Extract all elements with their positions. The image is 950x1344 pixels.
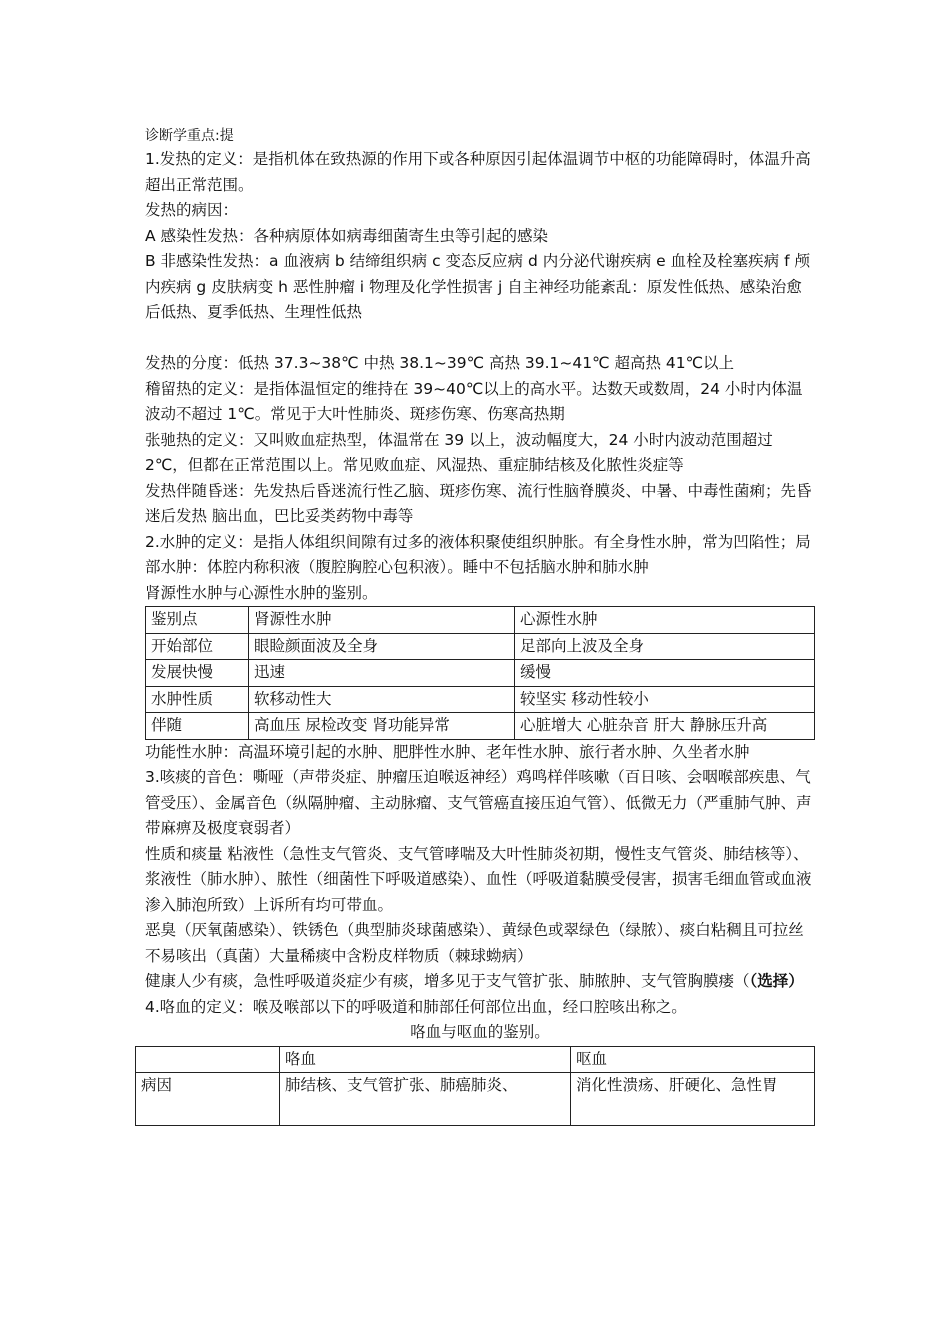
paragraph-hemoptysis-table-caption: 咯血与呕血的鉴别。 xyxy=(410,1023,550,1041)
table-cell: 开始部位 xyxy=(146,633,249,660)
paragraph-edema-table-caption: 肾源性水肿与心源性水肿的鉴别。 xyxy=(145,583,378,602)
table-cell: 发展快慢 xyxy=(146,660,249,687)
table-row xyxy=(146,607,815,634)
table-cell: 鉴别点 xyxy=(146,607,249,634)
table-cell: 肺结核、支气管扩张、肺癌肺炎、 xyxy=(280,1073,571,1126)
paragraph-functional-edema: 功能性水肿：高温环境引起的水肿、肥胖性水肿、老年性水肿、旅行者水肿、久坐者水肿 xyxy=(145,742,750,761)
paragraph-sputum-color: 恶臭（厌氧菌感染）、铁锈色（典型肺炎球菌感染）、黄绿色或翠绿色（绿脓）、痰白粘稠且可拉丝不易咳出（真菌）大量稀痰中含粉皮样物质（棘球蚴病） xyxy=(145,921,804,965)
paragraph-infectious-fever: A 感染性发热：各种病原体如病毒细菌寄生虫等引起的感染 xyxy=(145,226,549,245)
table-row xyxy=(146,660,815,687)
paragraph-sputum-amount xyxy=(145,969,815,995)
edema-comparison-table xyxy=(145,606,815,740)
hemoptysis-comparison-table xyxy=(135,1046,815,1127)
table-row xyxy=(136,1046,815,1073)
table-row xyxy=(146,633,815,660)
paragraph-hemoptysis-definition: 4.咯血的定义：喉及喉部以下的呼吸道和肺部任何部位出血，经口腔咳出称之。 xyxy=(145,997,687,1016)
table-cell: 伴随 xyxy=(146,713,249,740)
table-cell: 缓慢 xyxy=(515,660,815,687)
table-cell: 肾源性水肿 xyxy=(249,607,515,634)
table-cell: 眼睑颜面波及全身 xyxy=(249,633,515,660)
paragraph-remittent-fever: 张驰热的定义：又叫败血症热型，体温常在 39 以上，波动幅度大，24 小时内波动范围超过 2℃，但都在正常范围以上。常见败血症、风湿热、重症肺结核及化脓性炎症等 xyxy=(145,430,773,474)
paragraph-fever-causes-heading: 发热的病因： xyxy=(145,201,239,219)
paragraph-sputum-nature: 性质和痰量 粘液性（急性支气管炎、支气管哮喘及大叶性肺炎初期，慢性支气管炎、肺结核等）、浆液性（肺水肿）、脓性（细菌性下呼吸道感染）、血性（呼吸道黏膜受侵害，损害毛细血管或血液渗入肺泡所致）上诉所有均可带血。 xyxy=(145,844,812,914)
paragraph-cough-sound: 3.咳痰的音色：嘶哑（声带炎症、肿瘤压迫喉返神经）鸡鸣样伴咳嗽（百日咳、会咽喉部疾患、气管受压）、金属音色（纵隔肿瘤、主动脉瘤、支气管癌直接压迫气管）、低微无力（严重肺气肿、声带麻痹及极度衰弱者） xyxy=(145,768,812,837)
paragraph-noninfectious-fever: B 非感染性发热：a 血液病 b 结缔组织病 c 变态反应病 d 内分泌代谢疾病 e 血栓及栓塞疾病 f 颅内疾病 g 皮肤病变 h 恶性肿瘤 i 物理及化学性损害 j 自主神经功能紊乱：原发性低热、感染治愈后低热、夏季低热、生理性低热 xyxy=(145,252,810,321)
paragraph-fever-grades: 发热的分度：低热 37.3~38℃ 中热 38.1~39℃ 高热 39.1~41℃ 超高热 41℃以上 xyxy=(145,354,735,372)
table-row xyxy=(146,686,815,713)
table-cell: 高血压 尿检改变 肾功能异常 xyxy=(249,713,515,740)
table-cell: 迅速 xyxy=(249,660,515,687)
choice-note: （选择） xyxy=(749,972,804,990)
document-body xyxy=(141,125,815,1126)
table-cell: 心源性水肿 xyxy=(515,607,815,634)
blank-line xyxy=(145,326,815,352)
table-cell: 消化性溃疡、肝硬化、急性胃 xyxy=(571,1073,815,1126)
table-cell: 呕血 xyxy=(571,1046,815,1073)
table-cell: 心脏增大 心脏杂音 肝大 静脉压升高 xyxy=(515,713,815,740)
paragraph-fever-with-coma: 发热伴随昏迷：先发热后昏迷流行性乙脑、斑疹伤寒、流行性脑脊膜炎、中暑、中毒性菌痢；先昏迷后发热 脑出血，巴比妥类药物中毒等 xyxy=(145,481,812,525)
table-cell: 较坚实 移动性较小 xyxy=(515,686,815,713)
table-cell: 咯血 xyxy=(280,1046,571,1073)
table-cell: 病因 xyxy=(136,1073,280,1126)
table-cell: 足部向上波及全身 xyxy=(515,633,815,660)
table-cell xyxy=(136,1046,280,1073)
paragraph-continued-fever: 稽留热的定义：是指体温恒定的维持在 39~40℃以上的高水平。达数天或数周，24 小时内体温波动不超过 1℃。常见于大叶性肺炎、斑疹伤寒、伤寒高热期 xyxy=(145,379,803,423)
paragraph-fever-definition: 1.发热的定义：是指机体在致热源的作用下或各种原因引起体温调节中枢的功能障碍时，体温升高超出正常范围。 xyxy=(145,150,811,194)
document-title: 诊断学重点:提 xyxy=(145,128,234,144)
table-row xyxy=(136,1073,815,1126)
sputum-amount-text: 健康人少有痰，急性呼吸道炎症少有痰，增多见于支气管扩张、肺脓肿、支气管胸膜瘘（ xyxy=(145,972,750,990)
paragraph-edema-definition: 2.水肿的定义：是指人体组织间隙有过多的液体积聚使组织肿胀。有全身性水肿，常为凹陷性；局部水肿：体腔内称积液（腹腔胸腔心包积液）。睡中不包括脑水肿和肺水肿 xyxy=(145,532,811,576)
table-cell: 软移动性大 xyxy=(249,686,515,713)
table-cell: 水肿性质 xyxy=(146,686,249,713)
table-row xyxy=(146,713,815,740)
